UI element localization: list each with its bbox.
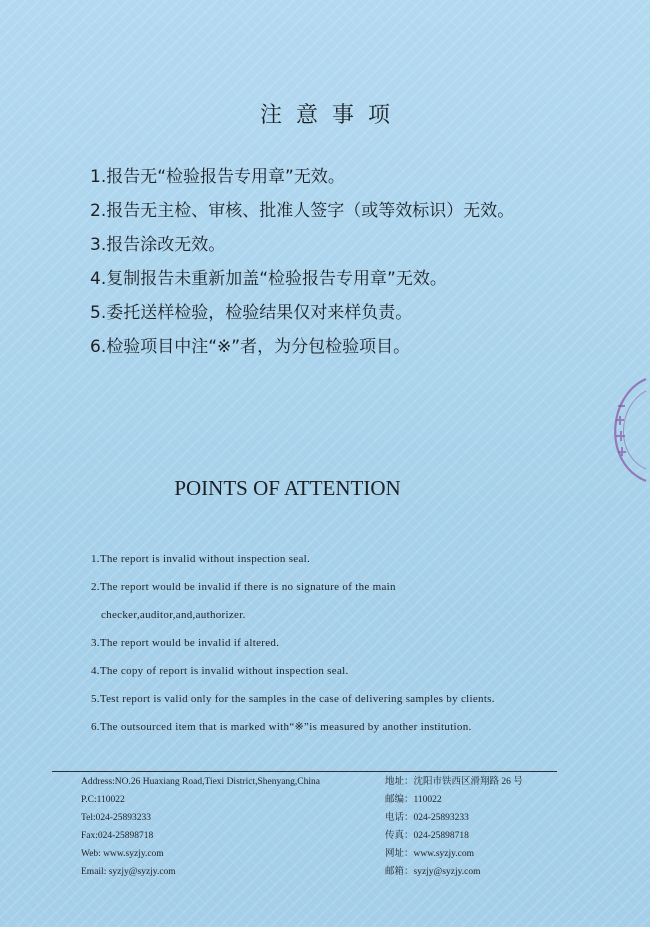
contact-address-cn: 地址：沈阳市铁西区滑翔路 26 号	[385, 777, 523, 787]
cn-notice-item: 4.复制报告未重新加盖“检验报告专用章”无效。	[90, 269, 447, 289]
cn-notice-item: 1.报告无“检验报告专用章”无效。	[90, 167, 345, 187]
contact-address: Address:NO.26 Huaxiang Road,Tiexi District,Shenyang,China	[81, 777, 320, 787]
contact-postcode: P.C:110022	[81, 795, 125, 805]
en-notice-item: 5.Test report is valid only for the samples in the case of delivering samples by clients.	[91, 693, 495, 705]
contact-email-cn: 邮箱：syzjy@syzjy.com	[385, 867, 481, 877]
contact-fax: Fax:024-25898718	[81, 831, 154, 841]
contact-info-cn	[385, 773, 523, 881]
en-notice-list	[91, 545, 495, 741]
red-seal-stamp-fragment	[588, 375, 650, 485]
contact-info-en	[81, 773, 320, 881]
cn-title: 注意事项	[259, 103, 404, 128]
en-notice-item: 4.The copy of report is invalid without inspection seal.	[91, 665, 349, 677]
contact-web: Web: www.syzjy.com	[81, 849, 164, 859]
cn-notice-list	[90, 160, 514, 364]
contact-web-cn: 网址：www.syzjy.com	[385, 849, 475, 859]
contact-tel-cn: 电话：024-25893233	[385, 813, 469, 823]
cn-notice-item: 3.报告涂改无效。	[90, 235, 226, 255]
en-notice-item: 6.The outsourced item that is marked with“※”is measured by another institution.	[91, 721, 472, 733]
contact-email: Email: syzjy@syzjy.com	[81, 867, 176, 877]
en-notice-item: 2.The report would be invalid if there is no signature of the main	[91, 581, 396, 593]
footer-divider	[52, 771, 557, 772]
contact-fax-cn: 传真：024-25898718	[385, 831, 469, 841]
en-notice-item: 1.The report is invalid without inspection seal.	[91, 553, 311, 565]
contact-tel: Tel:024-25893233	[81, 813, 152, 823]
en-title: POINTS OF ATTENTION	[174, 476, 401, 500]
contact-postcode-cn: 邮编：110022	[385, 795, 442, 805]
en-notice-item-continuation: checker,auditor,and,authorizer.	[101, 609, 246, 621]
cn-notice-item: 5.委托送样检验，检验结果仅对来样负责。	[90, 303, 413, 323]
en-notice-item: 3.The report would be invalid if altered.	[91, 637, 280, 649]
cn-notice-item: 6.检验项目中注“※”者，为分包检验项目。	[90, 337, 411, 357]
cn-notice-item: 2.报告无主检、审核、批准人签字（或等效标识）无效。	[90, 201, 515, 221]
